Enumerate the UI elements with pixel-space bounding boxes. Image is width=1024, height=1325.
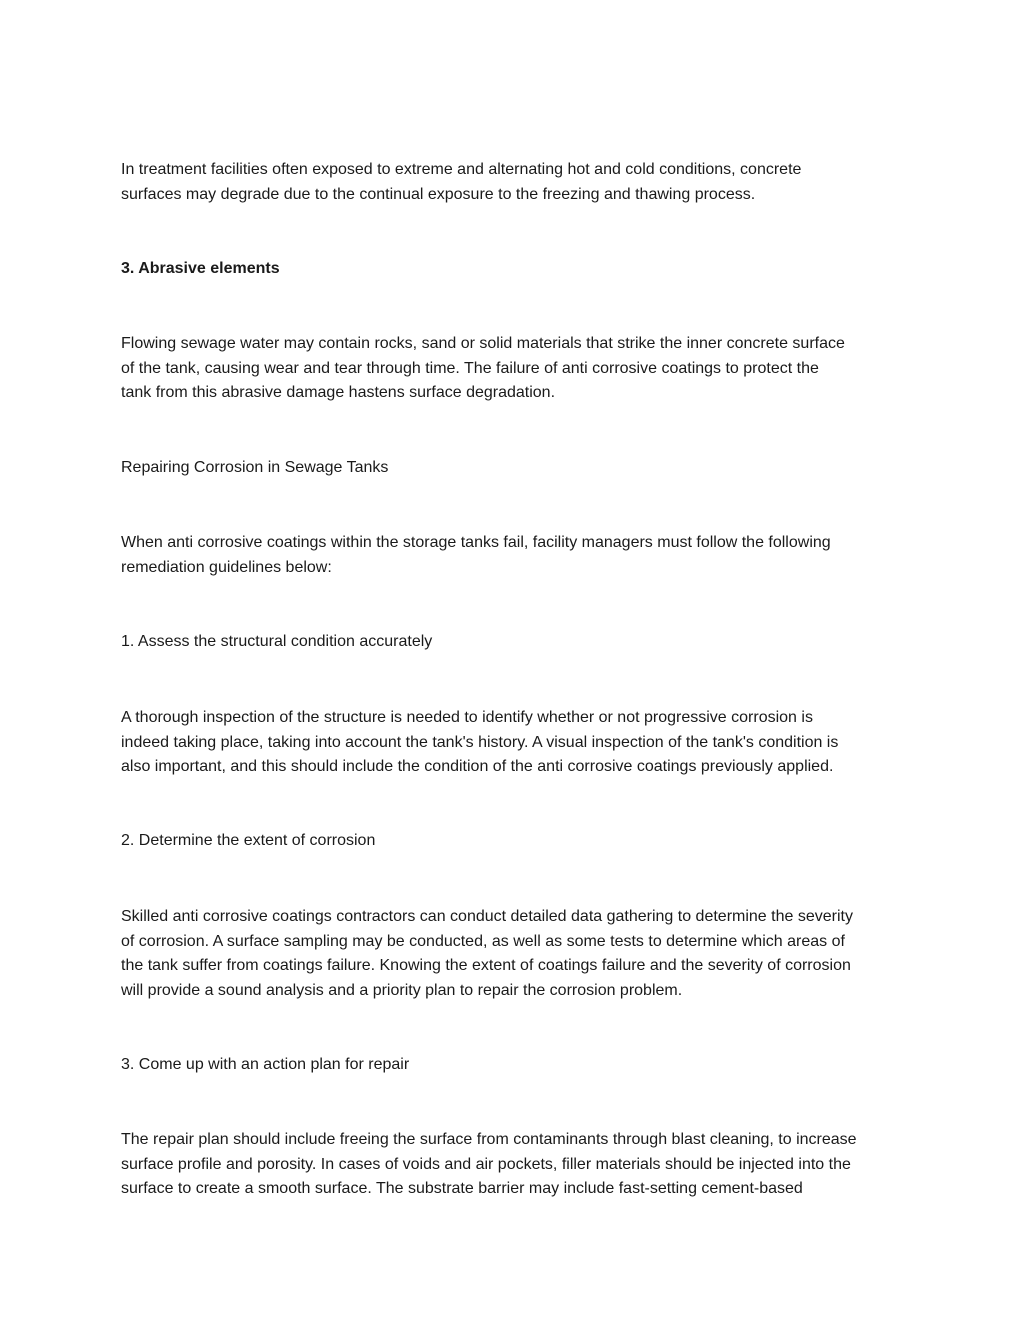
text-line: 1. Assess the structural condition accurately bbox=[121, 633, 433, 650]
paragraph-step3-body bbox=[121, 1128, 911, 1202]
text-line: of corrosion. A surface sampling may be conducted, as well as some tests to determine which areas of bbox=[121, 932, 845, 950]
text-line: tank from this abrasive damage hastens surface degradation. bbox=[121, 384, 556, 401]
text-line: indeed taking place, taking into account the tank's history. A visual inspection of the tank's condition is bbox=[121, 733, 839, 751]
text-line: In treatment facilities often exposed to extreme and alternating hot and cold conditions, concrete bbox=[121, 161, 802, 178]
text-line: will provide a sound analysis and a priority plan to repair the corrosion problem. bbox=[121, 981, 683, 999]
text-line: Skilled anti corrosive coatings contractors can conduct detailed data gathering to determine the severity bbox=[121, 908, 853, 925]
paragraph-intro bbox=[121, 158, 911, 207]
step2-heading bbox=[121, 829, 911, 854]
text-line: 3. Abrasive elements bbox=[121, 260, 280, 277]
paragraph-step1-body bbox=[121, 706, 911, 780]
text-line: A thorough inspection of the structure is needed to identify whether or not progressive corrosion is bbox=[121, 709, 813, 726]
step1-heading bbox=[121, 630, 911, 655]
text-line: the tank suffer from coatings failure. Knowing the extent of coatings failure and the severity of corrosion bbox=[121, 957, 851, 974]
text-line: Flowing sewage water may contain rocks, sand or solid materials that strike the inner concrete surface bbox=[121, 335, 845, 352]
section-heading-repairing bbox=[121, 456, 911, 481]
text-line: Repairing Corrosion in Sewage Tanks bbox=[121, 459, 389, 476]
text-line: The repair plan should include freeing the surface from contaminants through blast cleaning, to increase bbox=[121, 1131, 857, 1148]
text-line: surface profile and porosity. In cases of voids and air pockets, filler materials should be injected into the bbox=[121, 1155, 851, 1173]
text-line: of the tank, causing wear and tear through time. The failure of anti corrosive coatings to protect the bbox=[121, 359, 819, 377]
text-line: 3. Come up with an action plan for repair bbox=[121, 1056, 410, 1073]
text-line: surface to create a smooth surface. The substrate barrier may include fast-setting cement-based bbox=[121, 1180, 803, 1197]
section-heading-abrasive-elements bbox=[121, 257, 911, 282]
step3-heading bbox=[121, 1053, 911, 1078]
text-line: 2. Determine the extent of corrosion bbox=[121, 832, 376, 849]
paragraph-repairing-body bbox=[121, 531, 911, 580]
text-line: surfaces may degrade due to the continual exposure to the freezing and thawing process. bbox=[121, 185, 756, 203]
paragraph-abrasive-body bbox=[121, 332, 911, 406]
paragraph-step2-body bbox=[121, 905, 911, 1003]
text-line: remediation guidelines below: bbox=[121, 558, 332, 576]
text-line: also important, and this should include the condition of the anti corrosive coatings previously applied. bbox=[121, 758, 834, 775]
text-line: When anti corrosive coatings within the storage tanks fail, facility managers must follow the following bbox=[121, 534, 831, 551]
